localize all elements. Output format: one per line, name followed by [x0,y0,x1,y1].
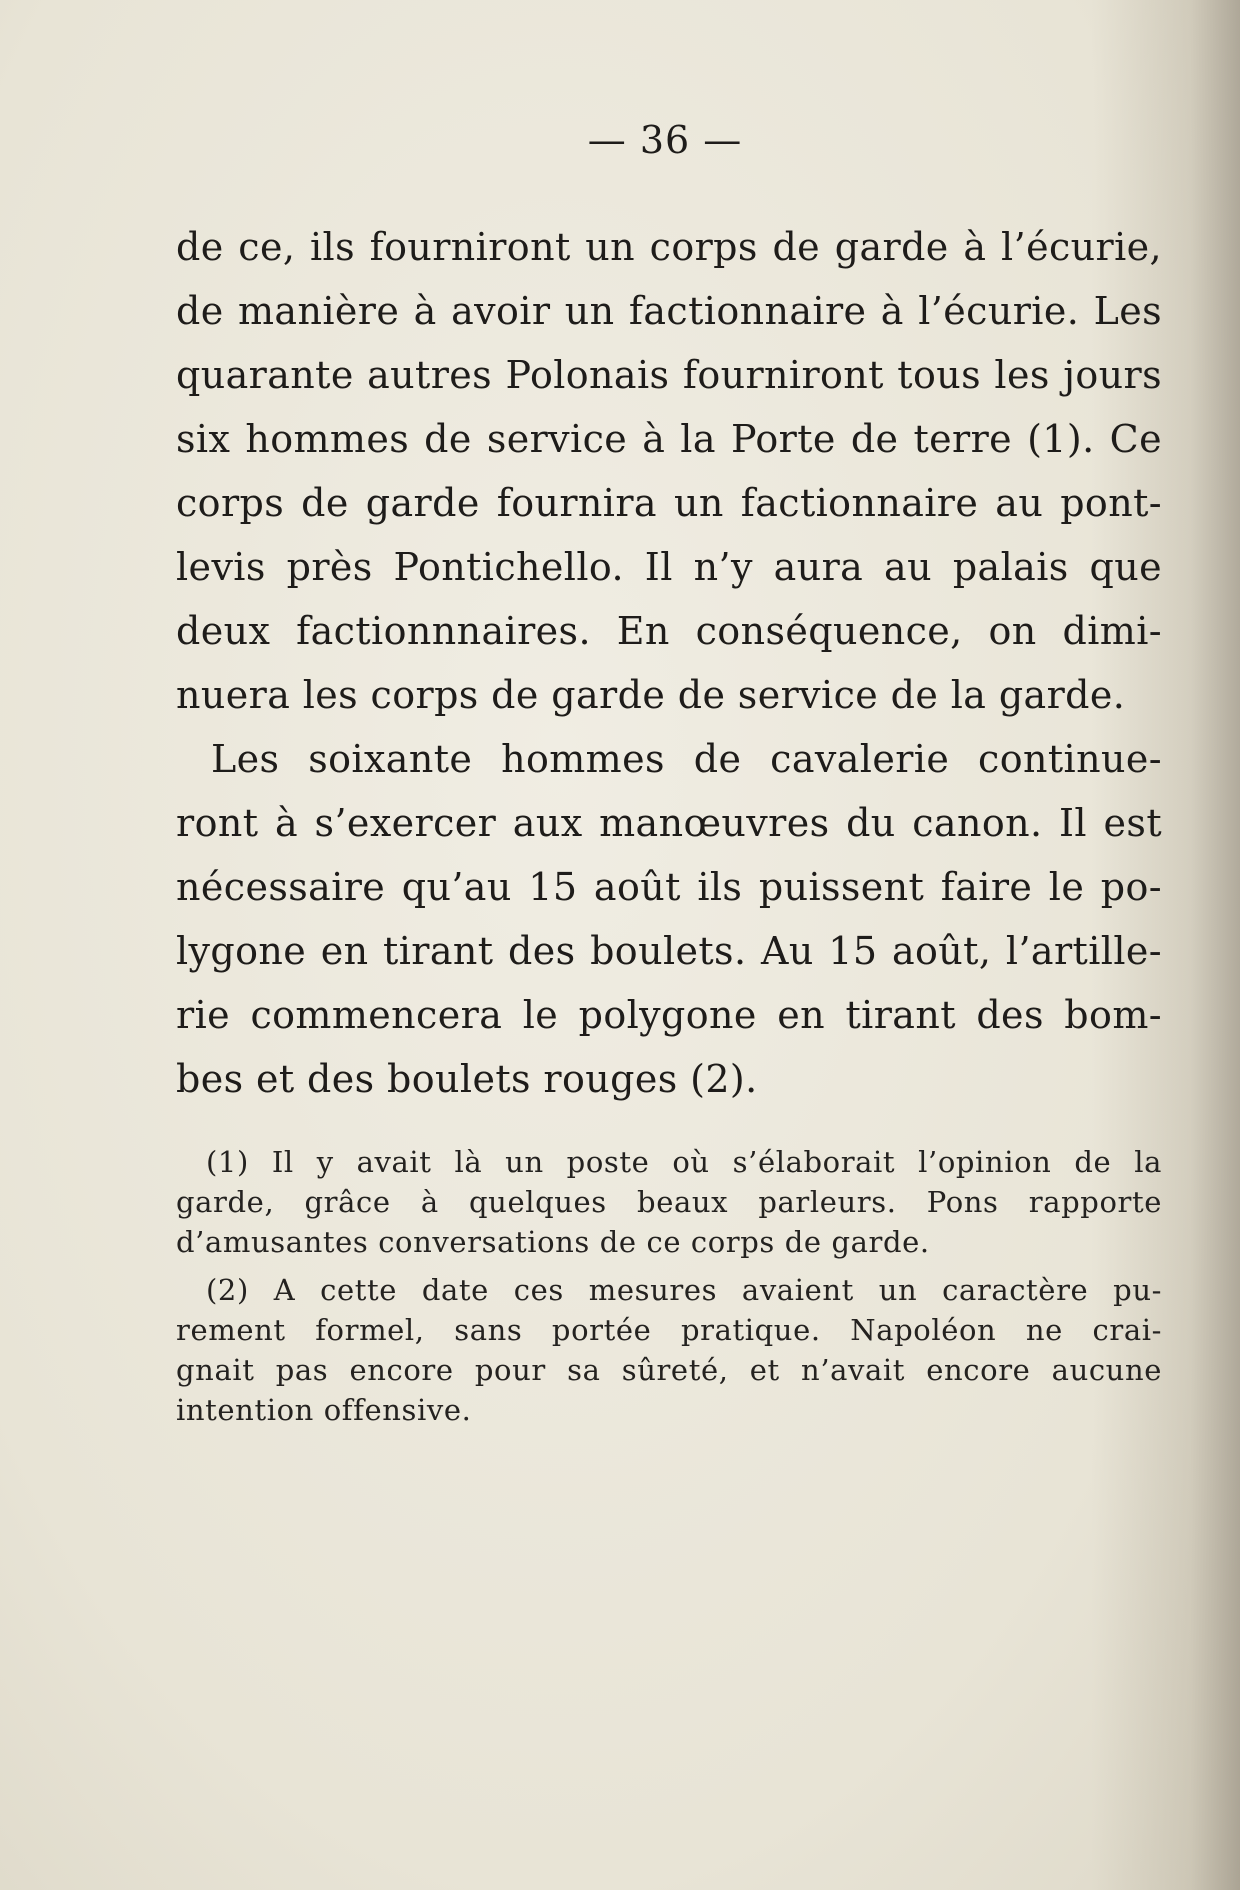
footnote-line: d’amusantes conversations de ce corps de garde. [176,1225,930,1259]
footnote-1 [176,1142,1162,1262]
text-line: levis près Pontichello. Il n’y aura au palais que [176,545,1162,589]
footnote-line: rement formel, sans portée pratique. Napoléon ne crai- [176,1313,1162,1347]
text-line: deux factionnnaires. En conséquence, on dimi- [176,609,1162,653]
text-line: quarante autres Polonais fourniront tous les jours [176,353,1162,397]
text-line: nécessaire qu’au 15 août ils puissent faire le po- [176,865,1162,909]
text-line: nuera les corps de garde de service de la garde. [176,673,1126,717]
text-line: ront à s’exercer aux manœuvres du canon. Il est [176,801,1162,845]
text-line: de manière à avoir un factionnaire à l’écurie. Les [176,289,1162,333]
text-line: bes et des boulets rouges (2). [176,1057,758,1101]
main-text [176,215,1162,1111]
page-number: — 36 — [587,118,743,162]
footnote-line: (2) A cette date ces mesures avaient un caractère pu- [206,1273,1162,1307]
text-line: de ce, ils fourniront un corps de garde à l’écurie, [176,225,1162,269]
footnote-line: intention offensive. [176,1393,472,1427]
text-line: lygone en tirant des boulets. Au 15 août, l’artille- [176,929,1162,973]
footnote-2 [176,1270,1162,1430]
paragraph-start-line: Les soixante hommes de cavalerie continue- [211,737,1162,781]
footnote-line: gnait pas encore pour sa sûreté, et n’avait encore aucune [176,1353,1162,1387]
footnote-line: (1) Il y avait là un poste où s’élaborait l’opinion de la [206,1145,1162,1179]
text-line: six hommes de service à la Porte de terre (1). Ce [176,417,1162,461]
footnote-line: garde, grâce à quelques beaux parleurs. Pons rapporte [176,1185,1162,1219]
text-line: corps de garde fournira un factionnaire au pont- [176,481,1162,525]
footnotes [176,1142,1162,1438]
text-line: rie commencera le polygone en tirant des bom- [176,993,1162,1037]
